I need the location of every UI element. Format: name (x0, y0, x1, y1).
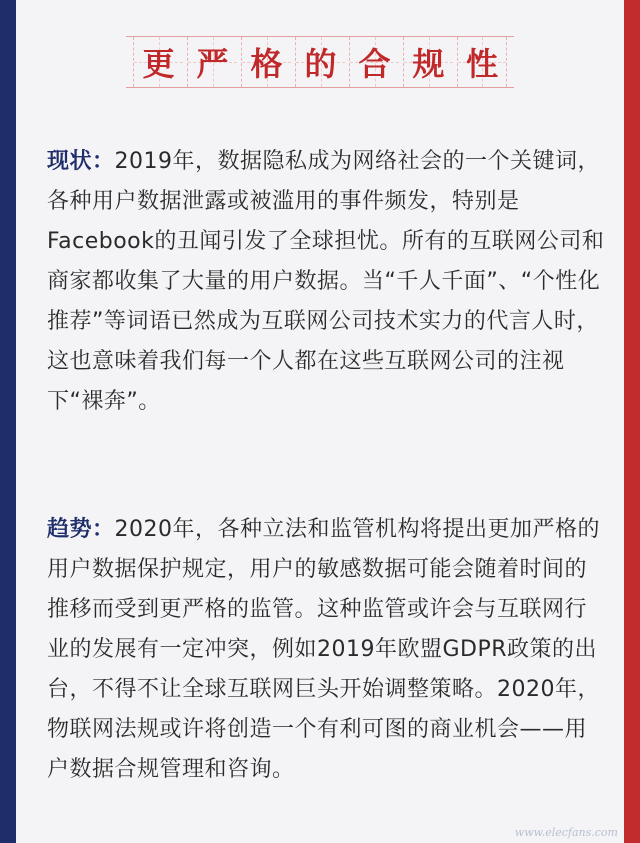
paragraph-lead-status: 现状： (47, 149, 115, 174)
section-title (126, 36, 514, 88)
title-char-6: 规 (403, 37, 453, 87)
title-char-5: 合 (349, 37, 399, 87)
paragraph-body-status: 2019年，数据隐私成为网络社会的一个关键词，各种用户数据泄露或被滥用的事件频发，特别是Facebook的丑闻引发了全球担忧。所有的互联网公司和商家都收集了大量的用户数据。当“千人千面”、“个性化推荐”等词语已然成为互联网公司技术实力的代言人时，这也意味着我们每一个人都在这些互联网公司的注视下“裸奔”。 (47, 149, 605, 414)
right-red-stripe (624, 0, 640, 843)
title-characters (133, 37, 507, 87)
paragraph-current-status (47, 142, 607, 422)
title-char-4: 的 (295, 37, 345, 87)
paragraph-trend (47, 510, 607, 790)
title-char-2: 严 (187, 37, 237, 87)
paragraph-body-trend: 2020年，各种立法和监管机构将提出更加严格的用户数据保护规定，用户的敏感数据可能会随着时间的推移而受到更严格的监管。这种监管或许会与互联网行业的发展有一定冲突，例如2019年欧盟GDPR政策的出台，不得不让全球互联网巨头开始调整策略。2020年，物联网法规或许将创造一个有利可图的商业机会——用户数据合规管理和咨询。 (47, 517, 601, 782)
watermark: www.elecfans.com (514, 826, 618, 839)
title-char-7: 性 (457, 37, 507, 87)
title-char-3: 格 (241, 37, 291, 87)
title-char-1: 更 (133, 37, 183, 87)
left-navy-stripe (0, 0, 16, 843)
paragraph-lead-trend: 趋势： (47, 517, 115, 542)
